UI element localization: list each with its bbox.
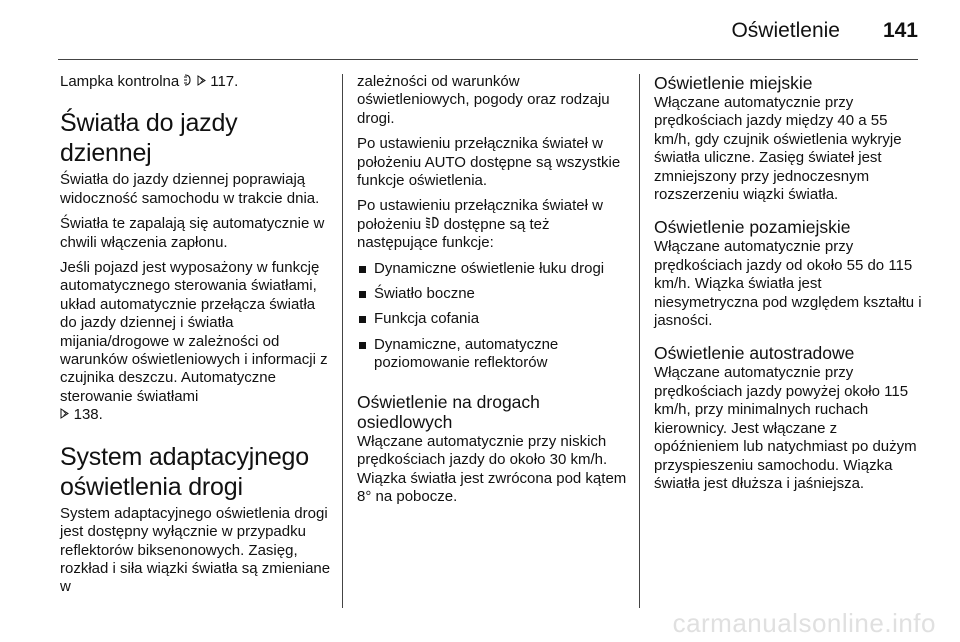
paragraph: zależności od warunków oświetleniowych, pogody oraz rodzaju drogi. [357, 73, 610, 127]
column-divider-1 [342, 74, 343, 608]
section-heading-daytime-lights: Światła do jazdy dziennej [60, 109, 238, 168]
paragraph: Włączane automatycznie przy prędkościach jazdy powyżej około 115 km/h, przy minimalnych ruchach kierownicy. Jest włączane z opóźnieniem lub natychmiast po dużym przyspieszeniu samochodu. Wiązka światła jest dłuższa i jaśniejsza. [654, 364, 917, 492]
list-item: Funkcja cofania [357, 310, 629, 328]
page-number: 141 [882, 19, 918, 42]
feature-list [357, 260, 629, 373]
page-reference: 138. [73, 406, 103, 424]
subheading-residential-lighting: Oświetlenie na drogach osiedlowych [357, 391, 540, 432]
paragraph-text: dostępne są wszystkie funkcje oświetlenia. [357, 153, 621, 190]
column-1 [60, 73, 332, 604]
paragraph: Włączane automatycznie przy niskich prędkościach jazdy do około 30 km/h. Wiązka światła jest zwrócona pod kątem 8° na pobocze. [357, 432, 627, 505]
paragraph-text: Po ustawieniu przełącznika świateł w położeniu [357, 135, 603, 171]
subheading-motorway-lighting: Oświetlenie autostradowe [654, 343, 855, 364]
column-divider-2 [639, 74, 640, 608]
paragraph-auto-light-control [60, 259, 332, 425]
paragraph-auto-position [357, 135, 629, 190]
subheading-city-lighting: Oświetlenie miejskie [654, 73, 813, 93]
paragraph-text: Po ustawieniu przełącznika świateł w położeniu [357, 197, 603, 233]
list-item: Dynamiczne, automatyczne poziomowanie reflektorów [357, 336, 629, 373]
section-heading-adaptive-lighting: System adaptacyjnego oświetlenia drogi [60, 442, 309, 501]
column-2 [357, 73, 629, 513]
paragraph: Światła do jazdy dziennej poprawiają widoczność samochodu w trakcie dnia. [60, 171, 320, 207]
paragraph: Włączane automatycznie przy prędkościach jazdy między 40 a 55 km/h, gdy czujnik oświetlenia wykryje światła uliczne. Zasięg świateł jest zmniejszony przy jednoczesnym rozszerzeniu wiązki światła. [654, 94, 902, 204]
watermark: carmanualsonline.info [672, 608, 936, 638]
list-item: Światło boczne [357, 285, 629, 303]
page-reference-icon [197, 74, 211, 89]
page-reference: 117. [210, 73, 239, 90]
paragraph: System adaptacyjnego oświetlenia drogi jest dostępny wyłącznie w przypadku reflektorów biksenonowych. Zasięg, rozkład i siła wiązki światła są zmieniane w [60, 504, 331, 596]
indicator-lamp-line [60, 73, 332, 91]
list-item: Dynamiczne oświetlenie łuku drogi [357, 260, 629, 278]
auto-switch-label: AUTO [424, 153, 466, 171]
indicator-lamp-text: Lampka kontrolna [60, 73, 180, 90]
paragraph-low-beam-position [357, 197, 629, 252]
low-beam-icon [425, 216, 439, 234]
paragraph-text: Jeśli pojazd jest wyposażony w funkcję automatycznego sterowania światłami, układ automatycznie przełącza światła do jazdy dziennej i światła mijania/drogowe w zależności od warunków oświetleniowych i informacji z czujnika deszczu. Automatyczne sterowanie światłami [60, 259, 328, 405]
paragraph-text: dostępne są też następujące funkcje: [357, 215, 550, 252]
subheading-country-lighting: Oświetlenie pozamiejskie [654, 217, 851, 238]
paragraph: Światła te zapalają się automatycznie w chwili włączenia zapłonu. [60, 215, 325, 251]
page-header-title: Oświetlenie [731, 19, 840, 42]
side-lamp-icon [183, 73, 192, 91]
header-divider [58, 59, 918, 60]
paragraph: Włączane automatycznie przy prędkościach jazdy od około 55 do 115 km/h. Wiązka światła jest niesymetryczna pod względem kształtu i jasności. [654, 238, 922, 330]
page-reference-icon [60, 407, 74, 422]
column-3 [654, 73, 924, 500]
